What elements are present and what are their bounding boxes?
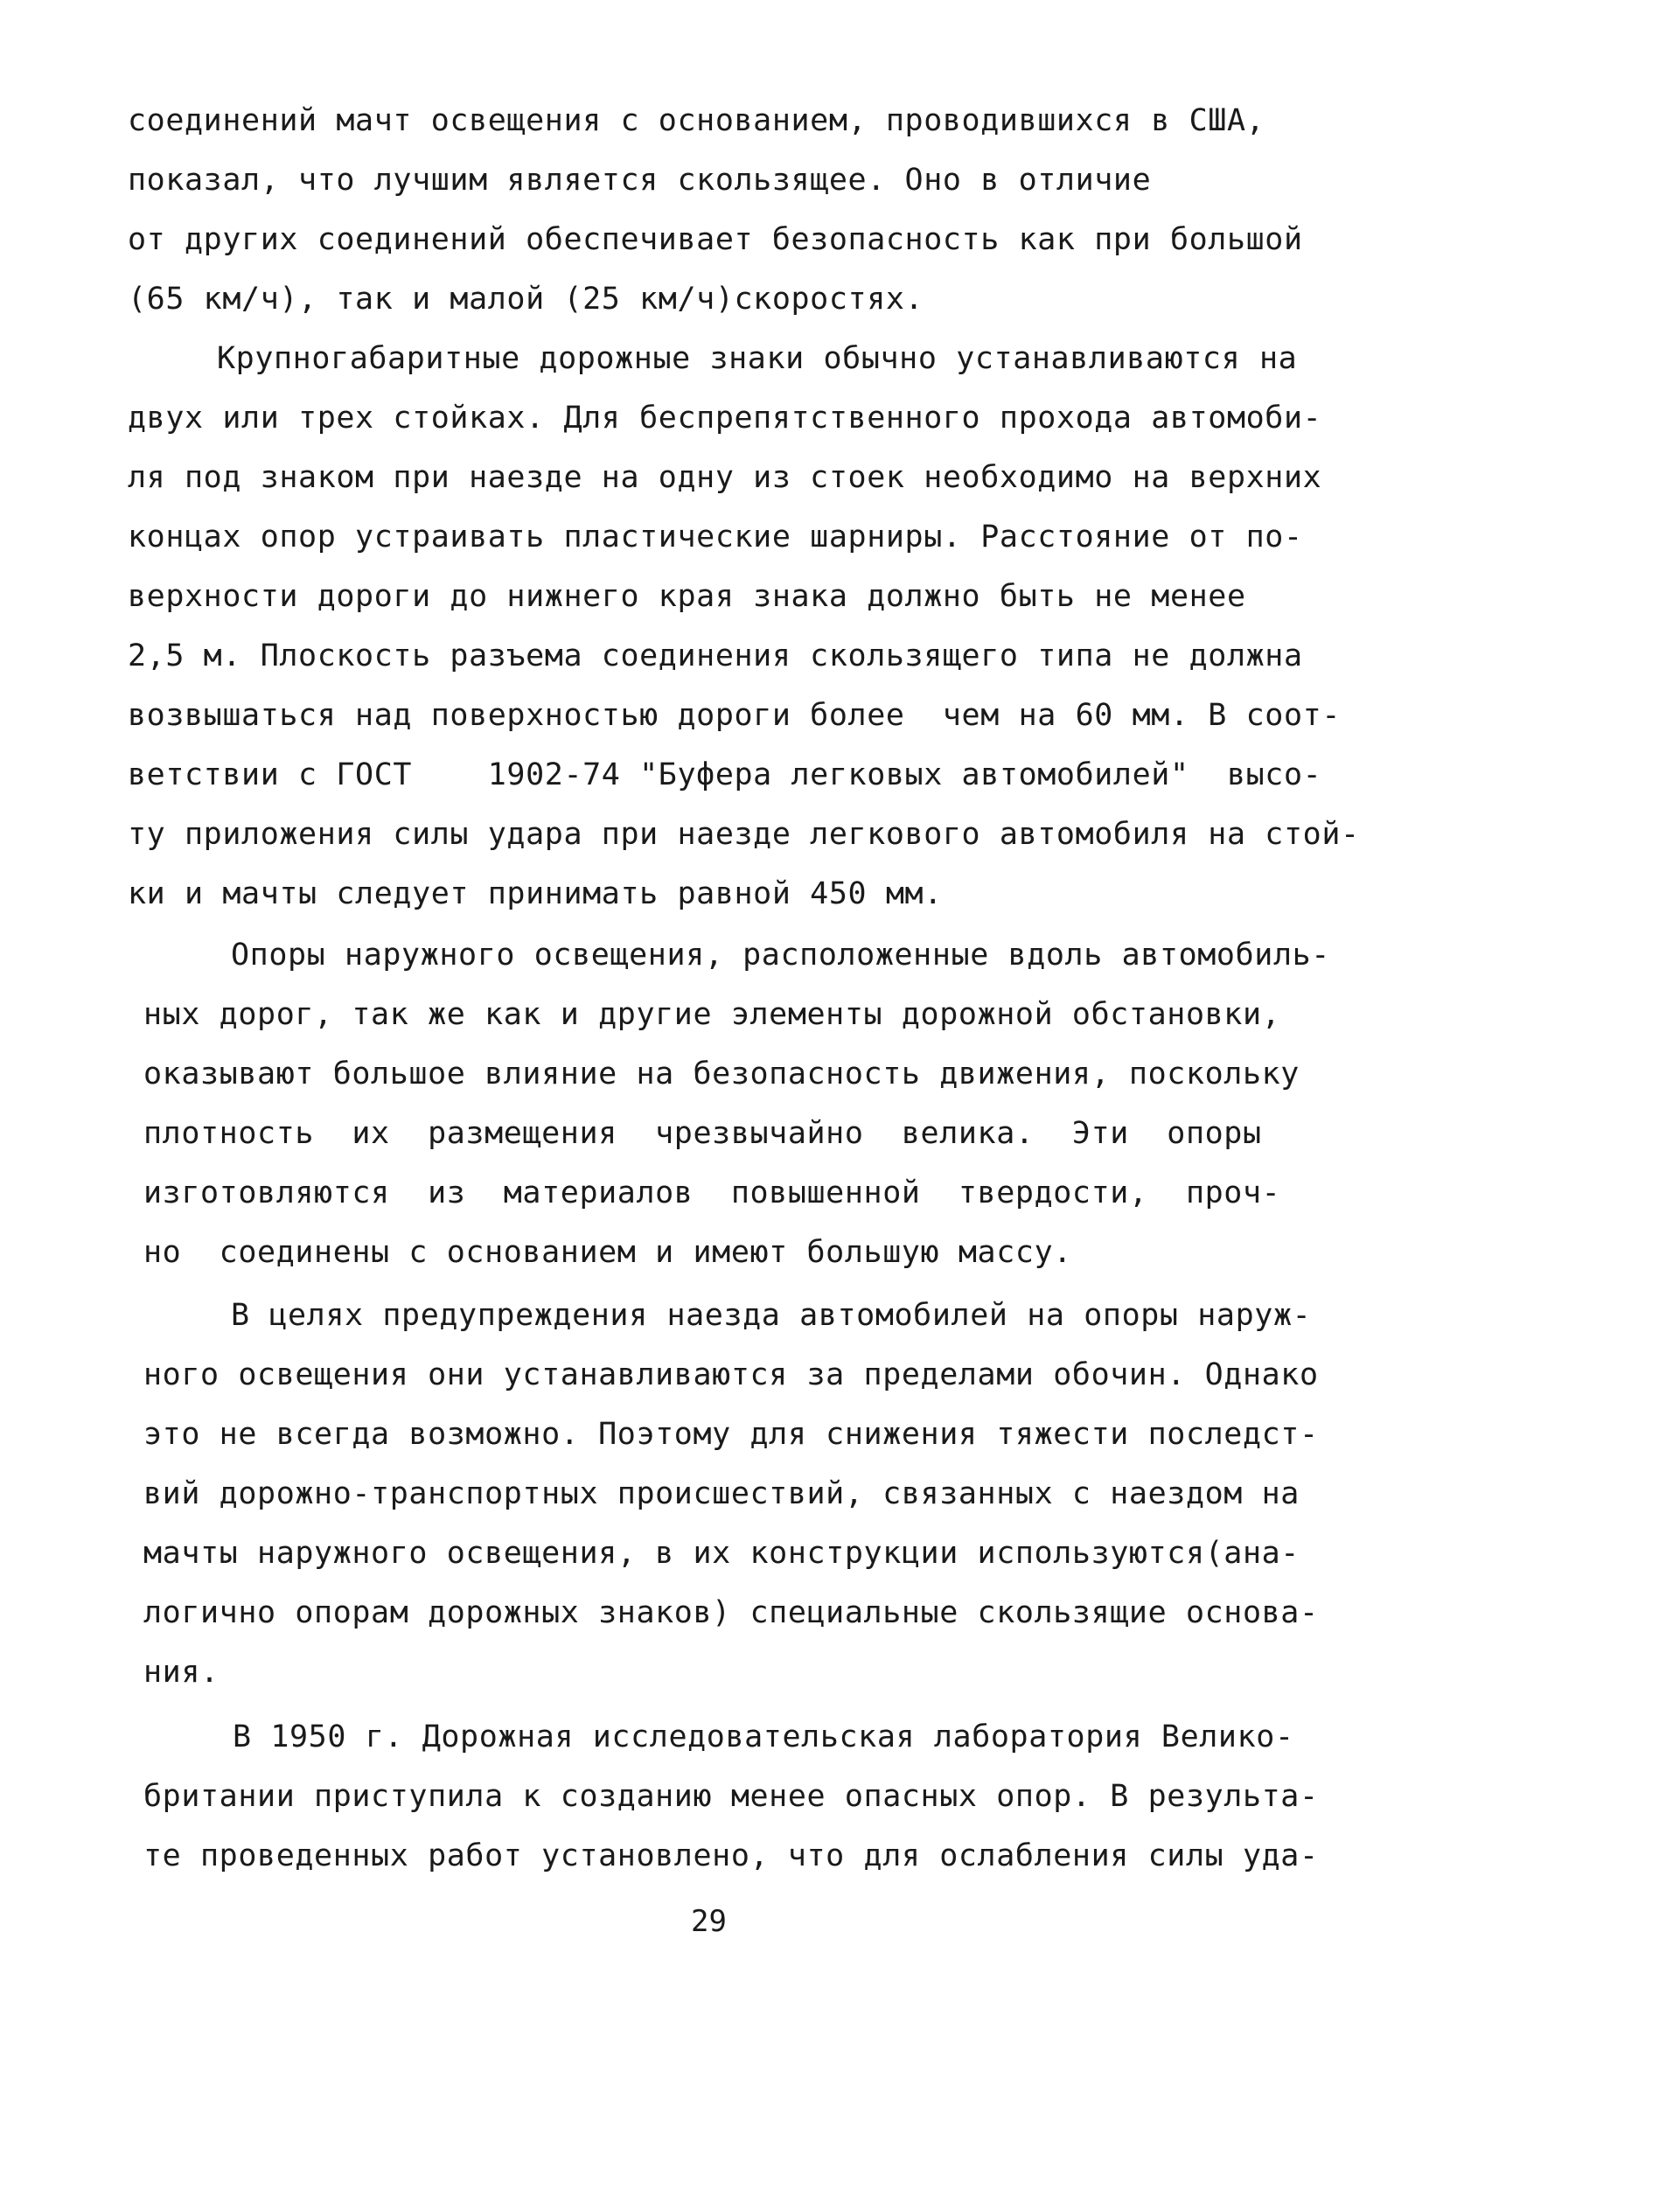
text-line: Опоры наружного освещения, расположенные вдоль автомобиль- bbox=[231, 938, 1330, 973]
page-number: 29 bbox=[691, 1904, 727, 1939]
text-line: те проведенных работ установлено, что для ослабления силы уда- bbox=[143, 1838, 1319, 1873]
text-line: мачты наружного освещения, в их конструкции используются(ана- bbox=[143, 1536, 1300, 1571]
text-line: В целях предупреждения наезда автомобилей на опоры наруж- bbox=[231, 1298, 1312, 1333]
text-line: изготовляются из материалов повышенной твердости, проч- bbox=[143, 1175, 1281, 1210]
text-line: ту приложения силы удара при наезде легкового автомобиля на стой- bbox=[128, 817, 1360, 852]
text-line: концах опор устраивать пластические шарниры. Расстояние от по- bbox=[128, 520, 1303, 554]
text-line: возвышаться над поверхностью дороги более чем на 60 мм. В соот- bbox=[128, 698, 1341, 733]
text-line: ния. bbox=[143, 1655, 220, 1690]
text-line: плотность их размещения чрезвычайно велика. Эти опоры bbox=[143, 1116, 1262, 1151]
text-line: это не всегда возможно. Поэтому для снижения тяжести последст- bbox=[143, 1417, 1319, 1452]
text-line: верхности дороги до нижнего края знака должно быть не менее bbox=[128, 579, 1246, 614]
text-line: двух или трех стойках. Для беспрепятственного прохода автомоби- bbox=[128, 401, 1322, 436]
text-line: ля под знаком при наезде на одну из стоек необходимо на верхних bbox=[128, 460, 1322, 495]
text-line: Крупногабаритные дорожные знаки обычно устанавливаются на bbox=[217, 341, 1298, 376]
text-line: В 1950 г. Дорожная исследовательская лаборатория Велико- bbox=[233, 1719, 1294, 1754]
text-line: соединений мачт освещения с основанием, проводившихся в США, bbox=[128, 103, 1265, 138]
text-line: британии приступила к созданию менее опасных опор. В результа- bbox=[143, 1779, 1319, 1814]
text-line: оказывают большое влияние на безопасность движения, поскольку bbox=[143, 1057, 1300, 1092]
text-line: ного освещения они устанавливаются за пределами обочин. Однако bbox=[143, 1357, 1319, 1392]
text-line: 2,5 м. Плоскость разъема соединения скользящего типа не должна bbox=[128, 638, 1303, 673]
text-line: вий дорожно-транспортных происшествий, связанных с наездом на bbox=[143, 1476, 1300, 1511]
text-line: ветствии с ГОСТ 1902-74 "Буфера легковых автомобилей" высо- bbox=[128, 757, 1322, 792]
text-line: ки и мачты следует принимать равной 450 мм. bbox=[128, 876, 943, 911]
text-line: логично опорам дорожных знаков) специальные скользящие основа- bbox=[143, 1595, 1319, 1630]
text-line: от других соединений обеспечивает безопасность как при большой bbox=[128, 222, 1303, 257]
text-line: (65 км/ч), так и малой (25 км/ч)скоростях. bbox=[128, 282, 924, 317]
text-line: но соединены с основанием и имеют большую массу. bbox=[143, 1235, 1072, 1270]
text-line: ных дорог, так же как и другие элементы дорожной обстановки, bbox=[143, 997, 1281, 1032]
text-line: показал, что лучшим является скользящее. Оно в отличие bbox=[128, 163, 1152, 198]
